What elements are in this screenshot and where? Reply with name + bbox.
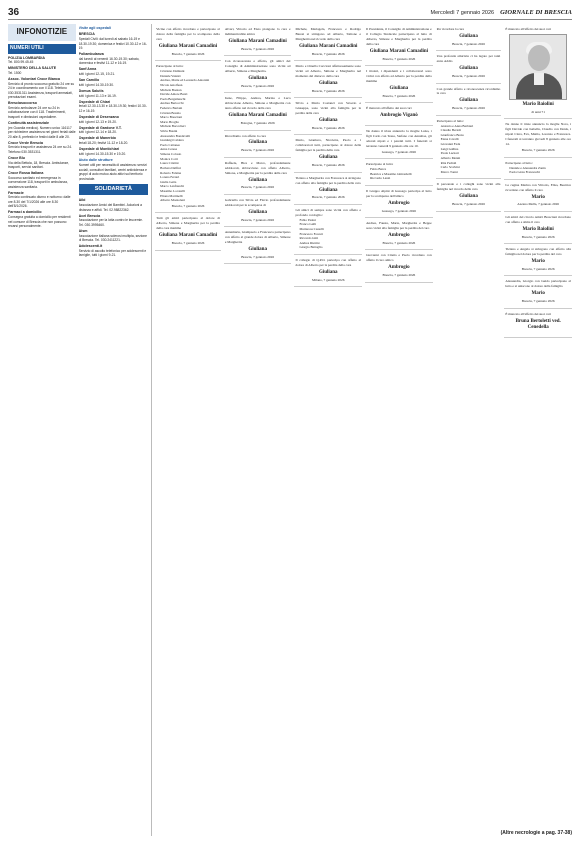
obituary-notice [504, 212, 572, 244]
numeri-utili-list [8, 56, 76, 229]
necrologi-column-5 [294, 24, 362, 836]
deceased-name: Bruna Bertoletti ved. Cenedella [515, 318, 561, 331]
deceased-name: Mario [531, 194, 545, 200]
condolence-name: Eliana Martinelli [160, 193, 183, 198]
notice-date: Brescia, 7 gennaio 2026 [171, 240, 205, 245]
deceased-name: Ambrogio [388, 233, 410, 239]
info-item-heading: Assoc. Volontari Croce Bianca [8, 77, 61, 82]
notice-message: Ricordiamo con affetto la cara [224, 133, 267, 138]
obituary-notice [365, 159, 433, 186]
notice-date: Brescia, 7 gennaio 2026 [452, 73, 485, 78]
notice-message: Giovanni con Cinzia e Paolo ricordano con affetto il caro amico [366, 253, 432, 263]
visite-item-text: tutti i giorni 12-15, 19-21. [78, 72, 116, 77]
notice-message: Partecipano al lutto: [366, 162, 394, 167]
page-number: 36 [8, 7, 20, 18]
notice-message: Ne danno il triste annuncio la moglie Luisa, i figli Carlo con Tessa, Stefano con Annalisa, gli adorati nipoti e i parenti tutti. I funerali si terranno venerdì 9 gennaio alle ore 10. [366, 128, 432, 148]
obituary-notice [504, 276, 572, 308]
notice-message: Michele, Mariagela, Francesco e Rodrigo Baresi si stringono ad Alberto, Simone e Margherita nel ricordo della cara [295, 27, 362, 41]
notice-message: I titolari, i dipendenti e i collaboratori sono vicini con affetto ad Alberto per la perdita della mamma [366, 69, 432, 83]
deceased-name: Mario Baiolini [522, 101, 554, 107]
necrologi-column-3 [151, 24, 221, 836]
solidarieta-item-text: Servizio di ascolto telefonico per adolescenti e famiglie, tutti i giorni 9-21. [78, 248, 147, 258]
visite-item-text: feriali 18-20; festivi 11-12 e 18-20. [78, 141, 129, 146]
notice-date: Brescia, 7 gennaio 2026 [241, 83, 275, 88]
condolence-list [156, 69, 220, 203]
notice-date: Azzano Mella, 7 gennaio 2026 [517, 202, 560, 207]
deceased-name: Giuliana [248, 209, 267, 215]
solidarieta-item-text: Associazione per la lotta contro le leucemie. Tel. 030.3995460. [78, 218, 143, 227]
condolence-name: Giulia Gatta [160, 179, 177, 184]
obituary-notice [504, 244, 572, 276]
info-item-heading: Farmaci a domicilio [8, 210, 42, 215]
condolence-name: Michele Buccolieri [160, 124, 186, 129]
infonotizie-title: INFONOTIZIE [8, 24, 76, 41]
obituary-notice [365, 186, 433, 218]
deceased-name: Mario [531, 291, 545, 297]
visite-item-text: tutti i giorni 14.30-15.30 e 19-20. [78, 151, 127, 156]
obituary-notice [436, 51, 502, 83]
deceased-name: Giuliana Marani Camadini [158, 233, 218, 239]
obituary-notice [294, 98, 362, 135]
obituary-notice [294, 24, 362, 61]
condolence-name: Fabio Pasini [299, 217, 316, 222]
notice-date: Brescia, 7 gennaio 2026 [171, 203, 205, 208]
condolence-name: Anna Ceresa [160, 147, 178, 152]
condolence-name: Alberto Mazzoleni [160, 198, 185, 203]
condolence-name: Daniele Valenti [160, 73, 181, 78]
condolence-name: Roberto Falsina [160, 170, 182, 175]
notice-message: Irene, Filippo, Andrea, Marina e Luca abbracciano Alberto, Simone e Margherita con tanto affetto nel ricordo della cara [224, 96, 291, 111]
visite-item-heading: Ospedale di Gardone V.T. [78, 125, 122, 130]
notice-message: Raffaele, Bice e Marco, profondamente addolorati, abbracciano con affetto Alberto, Simone, e Margherita per la perdita della cara [224, 160, 291, 175]
obituary-notice [294, 205, 362, 255]
notice-date: Brescia, 7 gennaio 2026 [521, 234, 555, 239]
deceased-name: Giuliana [248, 177, 267, 183]
condolence-name: Elena Cavalli [440, 137, 459, 142]
info-item-text: Via della Bettola, 18, Brescia. Ambulanze, trasporti, servizi sanitari. [8, 160, 70, 170]
condolence-name: Andrea Bertocchi [160, 101, 184, 106]
solidarieta-item-text: Associazione Amici dei Bambini. Adozioni a distanza e affidi. Tel. 02.98822362. [78, 203, 143, 212]
obituary-notice [224, 24, 292, 56]
notice-message: Per ricordare la cara [436, 27, 465, 31]
obituary-notice [436, 179, 502, 211]
condolence-name: Daniele e Alessandra Zanin [509, 165, 546, 170]
notice-message: Il personale e i colleghi sono vicini alla famiglia nel ricordo della cara [436, 182, 501, 192]
info-item-text: Tel. 1500 [8, 71, 22, 76]
condolence-name: Andrea Rizzini [299, 240, 320, 245]
condolence-name: Cristian Bonzio [160, 110, 181, 115]
info-item-heading: Croce Rossa Italiana [8, 170, 44, 175]
infonotizie-column-2 [79, 24, 149, 836]
condolence-list [366, 167, 432, 181]
notice-date: Brescia, 7 gennaio 2026 [311, 163, 345, 168]
visite-item-text: dal lunedì al venerdì 16.30-19.30; sabato, domenica e festivi 11-12 e 16-19. [78, 56, 140, 66]
notice-date: Brescia, 7 gennaio 2026 [311, 88, 345, 93]
obituary-notice [224, 195, 292, 227]
notice-date: Brescia, 7 gennaio 2026 [452, 106, 485, 111]
obituary-notice [436, 24, 502, 51]
notice-message: Tutti gli amici partecipano al dolore di Alberto, Simone e Margherita per la perdita della cara mamma [156, 216, 220, 231]
condolence-name: Marco Tonni [440, 169, 458, 174]
deceased-name: Giuliana [459, 33, 478, 39]
notice-date: Brescia, 7 gennaio 2026 [241, 46, 275, 51]
condolence-name: Luigi Gallina [440, 146, 459, 151]
deceased-name: Giuliana [318, 80, 338, 86]
notice-date: Brescia, 7 gennaio 2026 [311, 51, 345, 56]
deceased-name: Giuliana [248, 76, 267, 82]
condolence-name: Paola Lazzari [440, 151, 459, 156]
obituary-notice [504, 24, 572, 119]
condolence-name: Cristiano Damiani [160, 69, 185, 74]
condolence-name: Gianfranco Bosio [440, 132, 465, 137]
condolence-name: Rita Pedrali [440, 160, 457, 165]
obituary-notice [365, 218, 433, 250]
condolence-name: Giorgio Battaglio [299, 245, 323, 250]
notice-date: Brescia, 7 gennaio 2026 [382, 56, 416, 61]
obituary-notice [224, 131, 292, 158]
notice-date: Brescia, 7 gennaio 2026 [382, 273, 416, 278]
notice-message: Silvio e Maria Costanzi con Saverio e Giuseppe, sono vicini alla famiglia per la perdita della cara [295, 101, 362, 116]
visite-item-heading: Ospedale di Manerbio [78, 136, 116, 141]
visite-item-text: tutti i giorni 14.30-19.30. [78, 82, 114, 87]
condolence-name: Gianluigi Caldera [160, 138, 184, 143]
visite-item-text: tutti i giorni 12-14 e 18-20. [78, 130, 117, 135]
continued-note: (Altre necrologie a pag. 37-38) [500, 830, 572, 836]
solidarieta-item-heading: Aism [78, 228, 88, 233]
notice-date: Brescia, 7 gennaio 2026 [521, 147, 555, 152]
obituary-notice [436, 116, 502, 180]
notice-message: Gabriella con Silvia ed Flavio profondamente addolorati per la scomparsa di [224, 197, 291, 207]
info-item-text: (ex Guardia medica). Numero unico 116117 per richiedere assistenza nei giorni feriali dalle 20 alle 8, prefestivi e festivi dalle 8 alle 20. [8, 125, 76, 139]
condolence-name: Beatrice e Massimo Ghirardelli [370, 171, 412, 176]
condolence-name: Federico Bertani [160, 105, 183, 110]
deceased-name: Giuliana [248, 247, 267, 252]
condolence-list [505, 166, 571, 175]
notice-message: Tiziano e Angela si stringono con affetto alla famiglia nel dolore per la perdita del caro [505, 247, 571, 257]
obituary-notice [504, 309, 572, 338]
deceased-name: Giuliana [459, 194, 478, 200]
aiuto-heading: Aiuto dalle strutture [78, 158, 113, 163]
page-grid [8, 24, 572, 836]
condolence-name: Laura Cristini [160, 161, 179, 166]
obituary-notice [504, 158, 572, 180]
notice-message: È mancato all'affetto dei suoi cari [505, 27, 551, 31]
deceased-age: di anni 71 [531, 109, 545, 114]
deceased-name: Ambrogio [388, 200, 410, 206]
notice-date: Brescia, 7 gennaio 2026 [171, 51, 205, 56]
info-item-text: Servizio continuato diurno e notturno: dalle ore 8.30 del 7/1/2026 alle ore 8.30 dell'8/1/2026. [8, 195, 71, 209]
notice-message: Mario, Gianluca, Nicoletta, Paolo e i collaboratori tutti, partecipano al dolore della famiglia per la perdita della cara [295, 138, 362, 153]
info-item-text: Servizio ambulanze 24 ore su 24 in collaborazione con il 118. Trasferimenti, trasporti e dimissioni ospedaliere. [8, 106, 66, 119]
info-item-heading: Croce Blu [8, 155, 25, 160]
visite-item-text: tutti i giorni 11-13 e 16-19. [78, 93, 117, 98]
solidarieta-item-heading: Aibi [78, 198, 86, 203]
info-item-heading: Farmacie [8, 190, 24, 195]
info-item-heading: POLIZIA LOMBARDIA [8, 55, 45, 60]
obituary-notice [504, 180, 572, 212]
notice-date: Brescia, 7 gennaio 2026 [452, 201, 485, 206]
deceased-name: Giuliana [318, 118, 338, 124]
visite-item-heading: Sant'Anna [78, 67, 97, 72]
notice-message: È mancato all'affetto dei suoi cari [505, 311, 551, 316]
aiuto-text: Numeri utili per necessità di assistenza: servizi sociali, consultori familiari, centri antiviolenza e gruppi di auto mutuo aiuto attivi sul territorio provinciale. [78, 163, 147, 181]
notice-date: Brescia, 7 gennaio 2026 [382, 240, 416, 245]
visite-item-heading: Ospedale di Desenzano [78, 114, 119, 119]
condolence-name: Marco Bresciani [160, 115, 183, 120]
notice-date: Brescia, 7 gennaio 2026 [311, 195, 345, 200]
info-item-heading: MINISTERO DELLA SALUTE [8, 66, 57, 71]
condolence-name: Franco Galli [299, 222, 317, 227]
deceased-name: Giuliana Marani Camadini [299, 43, 358, 49]
notice-message: Vicine con affetto ricordano e partecipano al dolore della famiglia per la scomparsa della cara [156, 27, 220, 41]
portrait-photo [509, 34, 567, 100]
info-item-heading: Bresciasoccorso [8, 101, 37, 106]
condolence-name: Nicola Astolfean [160, 82, 183, 87]
condolence-name: Davide Amore Barzi [160, 92, 188, 97]
condolence-name: Silvia Busini [160, 129, 178, 134]
deceased-name: Mario [531, 259, 545, 265]
notice-message: Partecipano al lutto: [505, 160, 533, 165]
solidarieta-item-text: Associazione italiana sclerosi multipla, sezione di Brescia. Tel. 030.2411221. [78, 233, 147, 243]
notice-date: Gussago, 7 gennaio 2026 [381, 149, 416, 154]
visite-list [79, 32, 149, 156]
masthead: GIORNALE DI BRESCIA [500, 9, 572, 16]
notice-message: Gli amici del circolo Amici Bresciani ricordano con affetto e stima il caro [505, 214, 571, 224]
deceased-name: Giuliana [318, 187, 338, 193]
obituary-notice [224, 158, 292, 195]
deceased-name: Giuliana [389, 85, 409, 91]
obituary-notice [224, 227, 292, 264]
necrologi-column-8 [504, 24, 572, 836]
condolence-name: Antonio e Anna Barbieri [440, 123, 474, 128]
condolence-name: Lorena Ferrari [160, 175, 180, 180]
visite-item-heading: San Camillo [78, 78, 100, 82]
condolence-name: Massimo Locatelli [160, 188, 185, 193]
condolence-name: Mariarosa Castelli [299, 226, 324, 231]
obituary-notice [436, 84, 502, 116]
notice-message: Mario e Ornella Cuccioni affettuosamente sono vicini ad Alberto, Simone e Margherita nel momento del distacco dalla cara [295, 64, 362, 79]
condolence-name: Paola Bergamaschi [160, 96, 186, 101]
infonotizie-column-1 [8, 24, 76, 836]
obituary-notice [294, 61, 362, 98]
portrait-head [528, 45, 550, 71]
obituary-notice [224, 56, 292, 93]
deceased-name: Mario Baiolini [522, 226, 554, 232]
deceased-name: Giuliana [318, 155, 338, 161]
deceased-name: Giuliana [459, 66, 478, 72]
condolence-name: Alberto Menni [440, 155, 461, 160]
deceased-name: Giuliana [248, 140, 267, 146]
obituary-notice [365, 126, 433, 159]
issue-date: Mercoledì 7 gennaio 2026 [430, 9, 495, 16]
condolence-name: Francesco Foresti [299, 231, 323, 236]
notice-date: Brescia, 7 gennaio 2026 [241, 185, 275, 190]
condolence-list [295, 218, 361, 250]
obituary-notice [294, 173, 362, 205]
notice-date: Gussago, 7 gennaio 2026 [381, 208, 416, 213]
condolence-name: Fabio Barca [370, 167, 387, 172]
obituary-notice [365, 24, 433, 66]
info-item-text: Tel. 800.99.45.45 [8, 60, 34, 65]
obituary-notice [294, 255, 362, 287]
condolence-name: Mario Broglio [160, 119, 180, 124]
condolence-name: Claudio Bertoli [440, 128, 462, 133]
notice-message: Con grande affetto e riconoscenza ricordiamo la cara [436, 86, 501, 96]
notice-message: Tiziano e Margherita con Francesca si stringono con affetto alla famiglia per la perdita della cara [295, 175, 362, 185]
visite-item-heading: Poliambulanza [78, 52, 104, 56]
visite-heading: Visite agli ospedali [78, 26, 111, 30]
obituary-notice [224, 93, 292, 130]
condolence-name: Paolo Cattaneo [160, 142, 181, 147]
obituary-notice [155, 213, 221, 250]
notice-message: Gli amici di sempre sono vicini con affetto e profondo cordoglio: [295, 207, 362, 217]
notice-message: Con riconoscenza e affetto, gli amici del Consiglio di Amministrazione sono vicini ad Alberto, Simone e Margherita. [224, 59, 291, 74]
deceased-name: Giuliana [459, 98, 478, 104]
notice-message: È mancato all'affetto dei suoi cari [366, 106, 412, 111]
info-item-heading: Croce Verde Brescia [8, 140, 43, 145]
solidarieta-item-heading: Adolescenti.it [78, 244, 103, 249]
page-header [8, 6, 572, 20]
condolence-name: Giovanni Fada [440, 142, 461, 147]
visite-item-text: Spedali Civili: dal lunedì al sabato 16-19 e 18.30-19.30; domenica e festivi 10.30-12 e 16-19. [78, 37, 147, 51]
deceased-name: Giuliana Marani Camadini [369, 48, 429, 54]
notice-message: Il collegio di Q.P.O. partecipa con affetto al dolore di Alberto per la perdita della cara [295, 257, 362, 267]
condolence-name: Marco Lanfranchi [160, 184, 185, 189]
solidarieta-bar: SOLIDARIETÀ [79, 184, 149, 195]
notice-message: Partecipano al lutto: [436, 118, 464, 123]
condolence-name: Simone Colosio [160, 152, 182, 157]
condolence-name: Monica Corti [160, 156, 178, 161]
condolence-name: Paola Gioia Franceschi [509, 170, 540, 175]
notice-date: Brescia, 7 gennaio 2026 [311, 125, 345, 130]
visite-item-text: feriali 12.30-13.30 e 18.30-19.30; festivi 10.30-12 e 16-19. [78, 104, 147, 113]
condolence-name: Barbara Dalfini [160, 165, 181, 170]
condolence-name: Alessandra Bondavalli [160, 133, 191, 138]
notice-message: Il Presidente, il Consiglio di Amministrazione e il Collegio Sindacale partecipano al lutto di Alberto, Simone e Margherita per la perdita della cara [366, 27, 432, 46]
notice-date: Milano, 7 gennaio 2026 [312, 277, 345, 282]
visite-item-heading: Ospedale di Montichiari [78, 147, 120, 152]
visite-item-heading: Ospedale di Chiari [78, 99, 111, 104]
obituary-notice [294, 135, 362, 172]
notice-date: Brescia, 7 gennaio 2026 [241, 254, 275, 259]
info-item-heading: Continuità assistenziale [8, 120, 49, 125]
obituary-notice [155, 61, 221, 213]
visite-item-heading: Domus Salutis [78, 88, 104, 93]
deceased-name: Giuliana [318, 269, 338, 275]
deceased-name: Giuliana Marani Camadini [228, 38, 287, 44]
notice-message: Annamaria, Giampaolo e Francesca partecipano con affetto al grande dolore di Alberto, Simone e Margherita [224, 230, 291, 245]
solidarieta-item-heading: Acel Brescia [78, 213, 101, 218]
necrologi-column-4 [224, 24, 292, 836]
notice-message: Partecipano al lutto: [156, 64, 184, 69]
info-item-text: Servizio trasporti e assistenza 24 ore su 24. Telefono 030.3531311. [8, 145, 72, 154]
necrologi-column-7 [436, 24, 502, 836]
obituary-notice [504, 119, 572, 157]
obituary-notice [365, 250, 433, 282]
notice-message: Alvari, Vittorio ed Enzo piangono la cara e indimenticabile amica [224, 27, 291, 36]
condolence-name: Michela Bazzan [160, 87, 182, 92]
condolence-list [437, 124, 501, 175]
condolence-name: Riccardo Gitti [299, 236, 319, 241]
condolence-name: Riccardo Lanzi [370, 176, 391, 181]
notice-date: Brescia, 7 gennaio 2026 [521, 266, 555, 271]
info-item-text: Soccorso sanitario ed emergenza in convenzione 118, trasporti in ambulanza, assistenza sanitaria. [8, 175, 68, 189]
notice-message: Una profonda amicizia ci ha legato per tanti anni. Addio [436, 54, 501, 64]
notice-date: Brescia, 7 gennaio 2026 [241, 217, 275, 222]
portrait-collar [534, 73, 544, 85]
notice-message: Ne danno il triste annuncio la moglie Nora, i figli Davide con Isabella, Claudio con Denis, i nipoti Clara, Eva, Mattia, Lorenzo e Francesca. I funerali si terranno giovedì 8 gennaio alle ore 14. [505, 122, 571, 147]
deceased-name: Giuliana Marani Camadini [158, 43, 218, 49]
notice-message: Il Gruppo Alpini di Gussago partecipa al lutto per la scomparsa dell'amico [366, 189, 432, 198]
numeri-utili-bar: NUMERI UTILI [8, 44, 76, 54]
notice-date: Brescia, 7 gennaio 2026 [521, 299, 555, 303]
notice-date: Brescia, 7 gennaio 2026 [452, 41, 485, 46]
info-item-text: Consegna gratuita a domicilio per residenti nel comune di Brescia che non possono recarsi personalmente. [8, 215, 71, 228]
solidarieta-list [79, 198, 149, 257]
obituary-notice [365, 66, 433, 103]
visite-item-text: tutti i giorni 12-13 e 19-20. [78, 119, 117, 124]
notice-message: Alessandra, Giorgio con Guido partecipano al lutto e si uniscono al dolore della famiglia [505, 279, 571, 289]
deceased-name: Giuliana Marani Camadini [228, 113, 287, 119]
notice-message: La cugina Marina con Vittorio, Elisa, Beatrice ricordano con affetto il caro [505, 182, 571, 192]
obituary-notice [155, 24, 221, 61]
notice-message: Andrea, Fausta, Marta, Margherita e Beppe sono vicini alla famiglia per la perdita del caro [366, 221, 432, 231]
deceased-name: Ambrogio Viganò [379, 113, 418, 119]
condolence-name: Andrea, Marie ed Leonardo Antonini [160, 78, 210, 83]
deceased-name: Ambrogio [388, 265, 410, 271]
visite-item-heading: BRESCIA [78, 32, 95, 37]
necrologi-column-6 [365, 24, 433, 836]
info-item-text: Servizio di pronto soccorso gratuito 24 ore su 24 in coordinamento con il 118. Telefono 030.3531311 Assistenza, trasporti ammalati, prenotazioni esami. [8, 81, 75, 100]
notice-date: Bologna, 7 gennaio 2026 [240, 120, 275, 125]
notice-date: Brescia, 7 gennaio 2026 [382, 93, 416, 98]
condolence-name: Carlo Scalvini [440, 165, 460, 170]
notice-date: Brescia, 7 gennaio 2026 [241, 148, 275, 153]
obituary-notice [365, 103, 433, 126]
